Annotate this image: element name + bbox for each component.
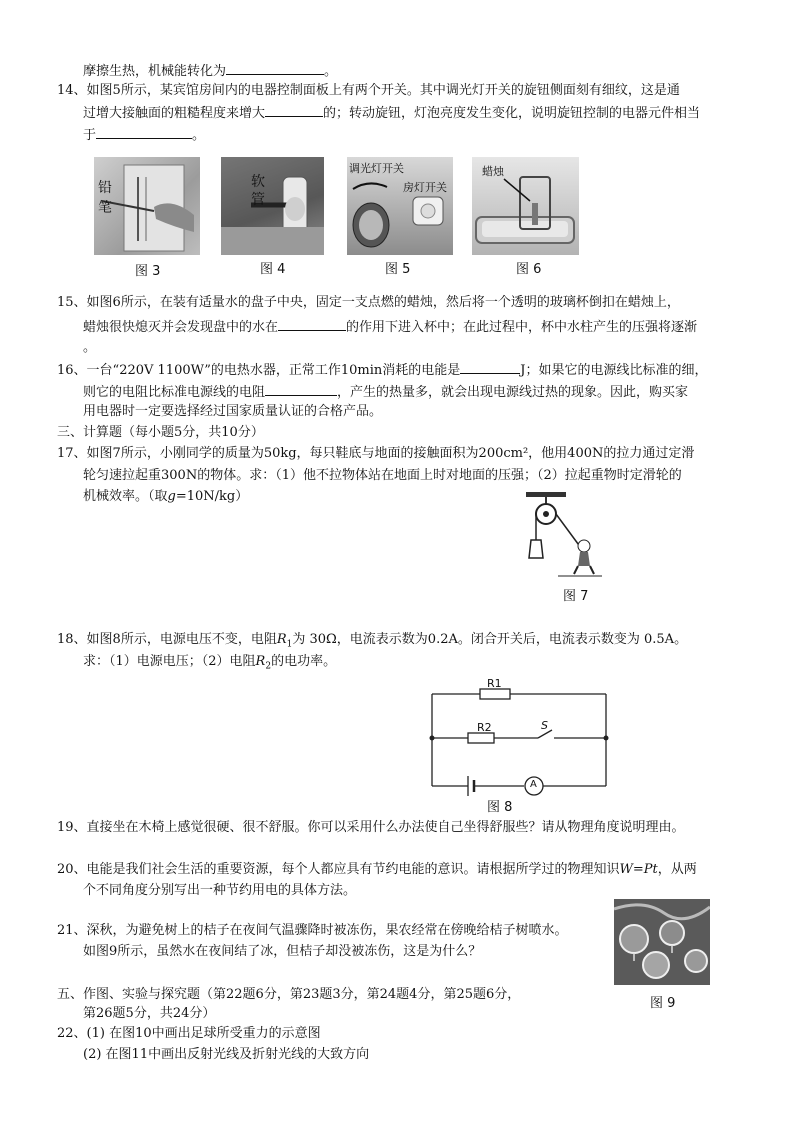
q13-end: 。 bbox=[324, 64, 338, 79]
q16-text-b: J；如果它的电源线比标准的细， bbox=[520, 363, 708, 378]
figure-8-r2-label: R2 bbox=[477, 721, 492, 734]
q18-line1 bbox=[57, 631, 687, 654]
q14-blank-1[interactable] bbox=[265, 103, 323, 117]
q18-r1-sub: 1 bbox=[286, 639, 293, 650]
figure-5-label-2: 房灯开关 bbox=[403, 181, 447, 194]
q17-line3 bbox=[83, 488, 248, 506]
figure-8-circuit bbox=[428, 676, 612, 796]
q18-r2-symbol: R bbox=[255, 654, 266, 669]
q15-line1: 15、如图6所示，在装有适量水的盘子中央，固定一支点燃的蜡烛，然后将一个透明的玻璃杯倒扣在蜡烛上， bbox=[57, 295, 680, 310]
q14-line3 bbox=[83, 125, 205, 145]
q14-line2 bbox=[83, 103, 700, 123]
q17-g-symbol: g bbox=[167, 489, 176, 504]
q16-line3: 用电器时一定要选择经过国家质量认证的合格产品。 bbox=[83, 404, 383, 419]
q14-blank-2[interactable] bbox=[96, 125, 192, 139]
q16-line1 bbox=[57, 360, 707, 380]
q18-text-c: 求：（1）电源电压；（2）电阻 bbox=[83, 654, 256, 669]
q15-line2 bbox=[83, 317, 697, 337]
q14-text-a: 过增大接触面的粗糙程度来增大 bbox=[83, 106, 266, 121]
q18-text-d: 的电功率。 bbox=[271, 654, 337, 669]
q22-line2: (2) 在图11中画出反射光线及折射光线的大致方向 bbox=[83, 1047, 370, 1062]
figure-8-switch-label: S bbox=[541, 719, 548, 732]
q20-text-a: 20、电能是我们社会生活的重要资源，每个人都应具有节约电能的意识。请根据所学过的物理知识 bbox=[57, 862, 620, 877]
q14-line1: 14、如图5所示，某宾馆房间内的电器控制面板上有两个开关。其中调光灯开关的旋钮侧面刻有细纹，这是通 bbox=[57, 83, 680, 98]
q18-r1-symbol: R bbox=[276, 632, 287, 647]
q15-blank-1[interactable] bbox=[278, 317, 346, 331]
q20-text-b: ，从两 bbox=[657, 862, 697, 877]
q16-text-a: 16、一台“220V 1100W”的电热水器，正常工作10min消耗的电能是 bbox=[57, 363, 461, 378]
q13-text: 摩擦生热，机械能转化为 bbox=[83, 64, 227, 79]
q17-text-a: 机械效率。（取 bbox=[83, 489, 168, 504]
q22-line1: 22、(1) 在图10中画出足球所受重力的示意图 bbox=[57, 1026, 321, 1041]
figure-6-caption: 图 6 bbox=[516, 262, 542, 277]
q19-line: 19、直接坐在木椅上感觉很硬、很不舒服。你可以采用什么办法使自己坐得舒服些？请从物理角度说明理由。 bbox=[57, 820, 685, 835]
q14-text-c: 于 bbox=[83, 128, 97, 143]
q20-line1 bbox=[57, 861, 697, 879]
q14-text-d: 。 bbox=[192, 128, 206, 143]
q16-blank-2[interactable] bbox=[265, 382, 337, 396]
figure-7-caption: 图 7 bbox=[563, 589, 589, 604]
figure-4-drawing bbox=[221, 157, 324, 255]
figure-9-caption: 图 9 bbox=[650, 996, 676, 1011]
section-5-heading-line2: 第26题5分，共24分） bbox=[83, 1006, 216, 1021]
q17-text-b: =10N/kg） bbox=[175, 489, 249, 504]
figure-4-label-2: 管 bbox=[251, 192, 265, 208]
q13-blank[interactable] bbox=[226, 61, 324, 75]
figure-3-caption: 图 3 bbox=[135, 264, 161, 279]
q21-line1: 21、深秋，为避免树上的桔子在夜间气温骤降时被冻伤，果农经常在傍晚给桔子树喷水。 bbox=[57, 923, 568, 938]
q16-line2 bbox=[83, 382, 688, 402]
q20-line2: 个不同角度分别写出一种节约用电的具体方法。 bbox=[83, 883, 357, 898]
figure-9-photo bbox=[614, 899, 710, 985]
figure-8-r1-label: R1 bbox=[487, 677, 502, 690]
figure-9-drawing bbox=[614, 899, 710, 985]
q18-text-b: 为 30Ω，电流表示数为0.2A。闭合开关后，电流表示数变为 0.5A。 bbox=[292, 632, 688, 647]
q18-text-a: 18、如图8所示，电源电压不变，电阻 bbox=[57, 632, 277, 647]
figure-3-label-1: 铅 bbox=[98, 180, 112, 196]
q20-formula: W=Pt bbox=[619, 862, 658, 877]
figure-4-photo bbox=[221, 157, 324, 255]
q17-line1: 17、如图7所示，小刚同学的质量为50kg，每只鞋底与地面的接触面积为200cm²，他用400N的拉力通过定滑 bbox=[57, 446, 695, 461]
section-3-heading: 三、计算题（每小题5分，共10分） bbox=[57, 425, 264, 440]
q14-text-b: 的；转动旋钮，灯泡亮度发生变化，说明旋钮控制的电器元件相当 bbox=[323, 106, 701, 121]
q13-tail bbox=[83, 61, 337, 81]
q18-r2-sub: 2 bbox=[265, 661, 272, 672]
q15-text-a: 蜡烛很快熄灭并会发现盘中的水在 bbox=[83, 320, 279, 335]
figure-7-pulley bbox=[518, 488, 603, 580]
figure-5-label-1: 调光灯开关 bbox=[349, 162, 404, 175]
q16-text-d: ，产生的热量多，就会出现电源线过热的现象。因此，购买家 bbox=[337, 385, 689, 400]
figure-6-photo bbox=[472, 157, 579, 255]
figure-4-caption: 图 4 bbox=[260, 262, 286, 277]
q21-line2: 如图9所示，虽然水在夜间结了冰，但桔子却没被冻伤，这是为什么？ bbox=[83, 944, 482, 959]
q15-text-b: 的作用下进入杯中；在此过程中，杯中水柱产生的压强将逐渐 bbox=[346, 320, 698, 335]
figure-4-label-1: 软 bbox=[251, 174, 265, 190]
figure-5-caption: 图 5 bbox=[385, 262, 411, 277]
section-5-heading-line1: 五、作图、实验与探究题（第22题6分，第23题3分，第24题4分，第25题6分， bbox=[57, 987, 521, 1002]
q15-line3: 。 bbox=[83, 340, 97, 355]
q17-line2: 轮匀速拉起重300N的物体。求：（1）他不拉物体站在地面上时对地面的压强；（2）拉起重物时定滑轮的 bbox=[83, 468, 682, 483]
figure-3-label-2: 笔 bbox=[98, 200, 112, 216]
q16-text-c: 则它的电阻比标准电源线的电阻 bbox=[83, 385, 266, 400]
figure-6-label-1: 蜡烛 bbox=[482, 165, 504, 178]
q18-line2 bbox=[83, 653, 336, 676]
figure-8-ammeter-label: A bbox=[530, 779, 537, 790]
figure-5-photo bbox=[347, 157, 453, 255]
q16-blank-1[interactable] bbox=[460, 360, 520, 374]
figure-8-caption: 图 8 bbox=[487, 800, 513, 815]
figure-3-photo bbox=[94, 157, 200, 255]
